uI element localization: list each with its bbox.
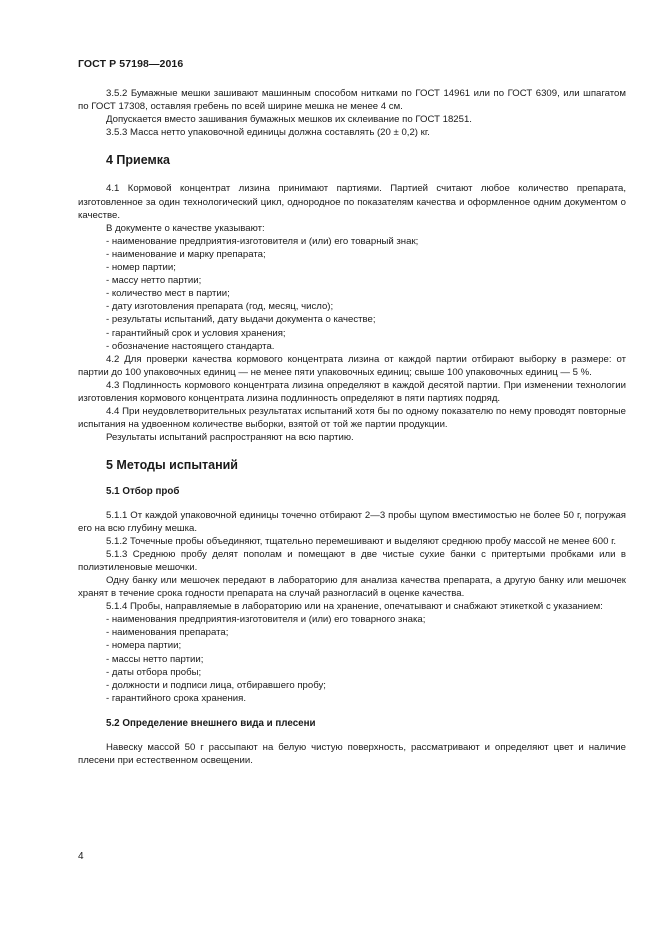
list-item: - обозначение настоящего стандарта.	[106, 340, 275, 352]
list-item: - даты отбора пробы;	[106, 666, 202, 678]
paragraph-5-2: Навеску массой 50 г рассыпают на белую чистую поверхность, рассматривают и определяют цвет и наличие плесени при естественном освещении.	[78, 742, 626, 767]
page-number: 4	[78, 851, 84, 862]
paragraph-4-4: 4.4 При неудовлетворительных результатах испытаний хотя бы по одному показателю по нему проводят повторные испытания на удвоенном количестве выборки, взятой от той же партии продукции.	[78, 406, 626, 431]
list-item: - количество мест в партии;	[106, 288, 230, 300]
list-item: - результаты испытаний, дату выдачи документа о качестве;	[106, 314, 376, 326]
list-item: - наименования препарата;	[106, 627, 229, 639]
paragraph-5-1-1: 5.1.1 От каждой упаковочной единицы точечно отбирают 2—3 пробы щупом вместимостью не более 50 г, погружая его на всю глубину мешка.	[78, 509, 626, 534]
list-item: - массы нетто партии;	[106, 653, 204, 665]
list-item: - наименования предприятия-изготовителя и (или) его товарного знака;	[106, 614, 426, 626]
paragraph-results: Результаты испытаний распространяют на всю партию.	[106, 432, 354, 444]
list-item: - массу нетто партии;	[106, 275, 202, 287]
list-item: - номер партии;	[106, 262, 176, 274]
paragraph-5-1-4: 5.1.4 Пробы, направляемые в лабораторию или на хранение, опечатывают и снабжают этикеткой с указанием:	[106, 601, 603, 613]
paragraph-5-1-2: 5.1.2 Точечные пробы объединяют, тщательно перемешивают и выделяют среднюю пробу массой не менее 600 г.	[106, 535, 617, 547]
subsection-5-2-title: 5.2 Определение внешнего вида и плесени	[106, 717, 316, 729]
subsection-5-1-title: 5.1 Отбор проб	[106, 486, 180, 498]
list-item: - номера партии;	[106, 640, 182, 652]
list-item: - должности и подписи лица, отбиравшего пробу;	[106, 679, 326, 691]
paragraph-storage: Одну банку или мешочек передают в лабораторию для анализа качества препарата, а другую банку или мешочек хранят в течение срока годности препарата на случай разногласий в оценке качества.	[78, 575, 626, 600]
quality-doc-list	[78, 235, 626, 353]
section-5-title: 5 Методы испытаний	[106, 458, 238, 473]
list-item: - наименование и марку препарата;	[106, 248, 266, 260]
list-item: - наименование предприятия-изготовителя и (или) его товарный знак;	[106, 235, 419, 247]
document-body	[78, 87, 626, 767]
section-4-title: 4 Приемка	[106, 153, 170, 168]
paragraph-4-1: 4.1 Кормовой концентрат лизина принимают партиями. Партией считают любое количество препарата, изготовленное за один технологический цикл, однородное по показателям качества и оформленное одним документом о качестве.	[78, 183, 626, 221]
list-item: - гарантийный срок и условия хранения;	[106, 327, 286, 339]
label-list	[78, 613, 626, 705]
list-item: - дату изготовления препарата (год, месяц, число);	[106, 301, 334, 313]
document-header: ГОСТ Р 57198—2016	[78, 58, 184, 70]
paragraph-3-5-2: 3.5.2 Бумажные мешки зашивают машинным способом нитками по ГОСТ 14961 или по ГОСТ 6309, или шпагатом по ГОСТ 17308, оставляя гребень по всей ширине мешка не менее 4 см.	[78, 88, 626, 113]
paragraph-5-1-3: 5.1.3 Среднюю пробу делят пополам и помещают в две чистые сухие банки с притертыми пробками или в полиэтиленовые мешочки.	[78, 548, 626, 573]
paragraph-gluing: Допускается вместо зашивания бумажных мешков их склеивание по ГОСТ 18251.	[106, 114, 472, 126]
paragraph-4-3: 4.3 Подлинность кормового концентрата лизина определяют в каждой десятой партии. При изменении технологии изготовления кормового концентрата лизина подлинность определяют в пяти партиях подряд.	[78, 379, 626, 404]
paragraph-quality-doc: В документе о качестве указывают:	[106, 222, 265, 234]
list-item: - гарантийного срока хранения.	[106, 692, 246, 704]
paragraph-4-2: 4.2 Для проверки качества кормового концентрата лизина от каждой партии отбирают выборку в размере: от партии до 100 упаковочных единиц — не менее пяти упаковочных единиц; свыше 100 упаковочных единиц — 5 %.	[78, 353, 626, 378]
paragraph-3-5-3: 3.5.3 Масса нетто упаковочной единицы должна составлять (20 ± 0,2) кг.	[106, 127, 430, 139]
